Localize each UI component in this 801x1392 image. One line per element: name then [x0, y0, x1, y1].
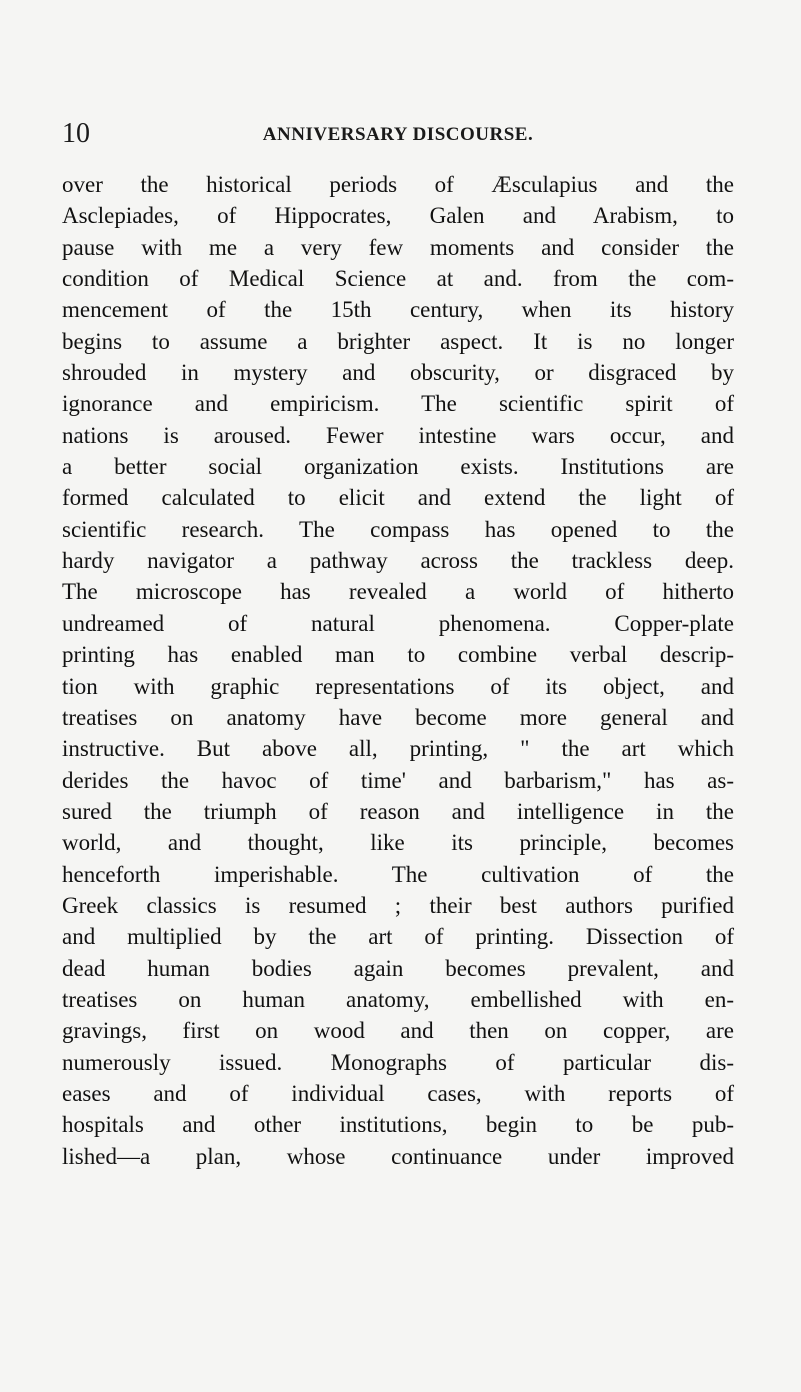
text-line: condition of Medical Science at and. from the com-	[62, 266, 734, 292]
text-line: and multiplied by the art of printing. Dissection of	[62, 924, 734, 950]
text-line: gravings, first on wood and then on copper, are	[62, 1018, 734, 1044]
text-line: instructive. But above all, printing, " the art which	[62, 736, 734, 762]
text-line: lished—a plan, whose continuance under improved	[62, 1143, 734, 1169]
text-line: undreamed of natural phenomena. Copper-plate	[62, 610, 734, 636]
text-line: pause with me a very few moments and consider the	[62, 234, 734, 260]
text-line: Greek classics is resumed ; their best authors purified	[62, 892, 734, 918]
text-line: The microscope has revealed a world of hitherto	[62, 579, 734, 605]
text-line: shrouded in mystery and obscurity, or disgraced by	[62, 360, 734, 386]
text-line: over the historical periods of Æsculapius and the	[62, 172, 734, 197]
text-line: hospitals and other institutions, begin to be pub-	[62, 1112, 734, 1138]
text-line: a better social organization exists. Institutions are	[62, 454, 734, 480]
running-head: ANNIVERSARY DISCOURSE.	[262, 124, 534, 145]
text-line: tion with graphic representations of its object, and	[62, 673, 734, 699]
text-line: treatises on human anatomy, embellished with en-	[62, 986, 734, 1012]
text-line: printing has enabled man to combine verbal descrip-	[62, 642, 734, 668]
text-line: scientific research. The compass has opened to the	[62, 516, 734, 542]
body-paragraph	[62, 169, 734, 1172]
text-line: henceforth imperishable. The cultivation of the	[62, 861, 734, 887]
text-line: mencement of the 15th century, when its history	[62, 297, 734, 323]
text-line: treatises on anatomy have become more general and	[62, 704, 734, 730]
page-number: 10	[62, 118, 90, 149]
text-line: dead human bodies again becomes prevalent, and	[62, 955, 734, 981]
text-line: begins to assume a brighter aspect. It is no longer	[62, 328, 734, 354]
text-line: Asclepiades, of Hippocrates, Galen and Arabism, to	[62, 203, 734, 229]
text-line: numerously issued. Monographs of particular dis-	[62, 1049, 734, 1075]
text-line: hardy navigator a pathway across the trackless deep.	[62, 548, 734, 574]
text-line: nations is aroused. Fewer intestine wars occur, and	[62, 422, 734, 448]
text-line: sured the triumph of reason and intelligence in the	[62, 798, 734, 824]
text-line: derides the havoc of time' and barbarism," has as-	[62, 767, 734, 793]
text-line: eases and of individual cases, with reports of	[62, 1080, 734, 1106]
page-header	[62, 116, 734, 152]
text-line: world, and thought, like its principle, becomes	[62, 830, 734, 856]
text-line: formed calculated to elicit and extend the light of	[62, 485, 734, 511]
text-line: ignorance and empiricism. The scientific spirit of	[62, 391, 734, 417]
